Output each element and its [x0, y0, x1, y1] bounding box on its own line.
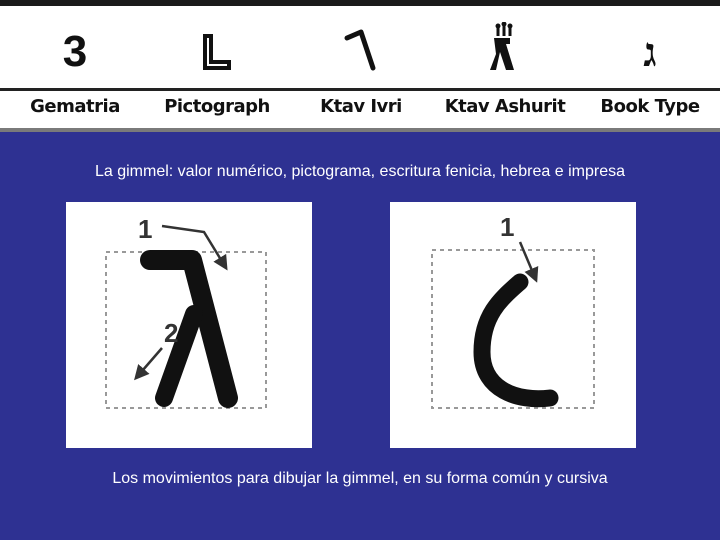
letter-forms-header: [0, 0, 720, 132]
caption-bottom: Los movimientos para dibujar la gimmel, en su forma común y cursiva: [112, 470, 608, 487]
ktav-ivri-glyph: [291, 20, 431, 84]
column-pictograph: [147, 10, 287, 128]
pictograph-glyph: [147, 20, 287, 84]
gematria-glyph: [5, 20, 145, 84]
common-gimel-stroke-diagram: [66, 202, 312, 448]
stroke-2-arrow: [136, 348, 162, 378]
ktav-ashurit-label: Ktav Ashurit: [444, 96, 566, 117]
ashurit-gimel-with-crowns-icon: [480, 22, 530, 82]
gematria-value: 3: [62, 27, 88, 76]
caption-top: La gimmel: valor numérico, pictograma, escritura fenicia, hebrea e impresa: [94, 163, 625, 180]
book-type-letter: ג: [643, 28, 657, 76]
foot-pictograph-icon: [197, 30, 237, 74]
column-book-type: [580, 10, 720, 128]
gematria-label: Gematria: [30, 96, 120, 117]
book-type-glyph: [580, 20, 720, 84]
book-type-label: Book Type: [600, 96, 700, 117]
ktav-ivri-label: Ktav Ivri: [320, 96, 402, 117]
cursive-gimel-stroke-diagram: [390, 202, 636, 448]
cursive-gimel-stroke: [482, 282, 550, 399]
column-ktav-ashurit: [435, 10, 575, 128]
stroke-number-1: 1: [500, 212, 515, 242]
column-gematria: [5, 10, 145, 128]
stroke-number-1: 1: [138, 214, 153, 244]
paleo-hebrew-gimel-icon: [341, 28, 381, 76]
figure-cursive-gimel-strokes: [390, 202, 636, 448]
guide-box: [432, 250, 594, 408]
stroke-number-2: 2: [164, 318, 179, 348]
figure-common-gimel-strokes: [66, 202, 312, 448]
column-ktav-ivri: [291, 10, 431, 128]
pictograph-label: Pictograph: [164, 96, 270, 117]
ktav-ashurit-glyph: [435, 20, 575, 84]
